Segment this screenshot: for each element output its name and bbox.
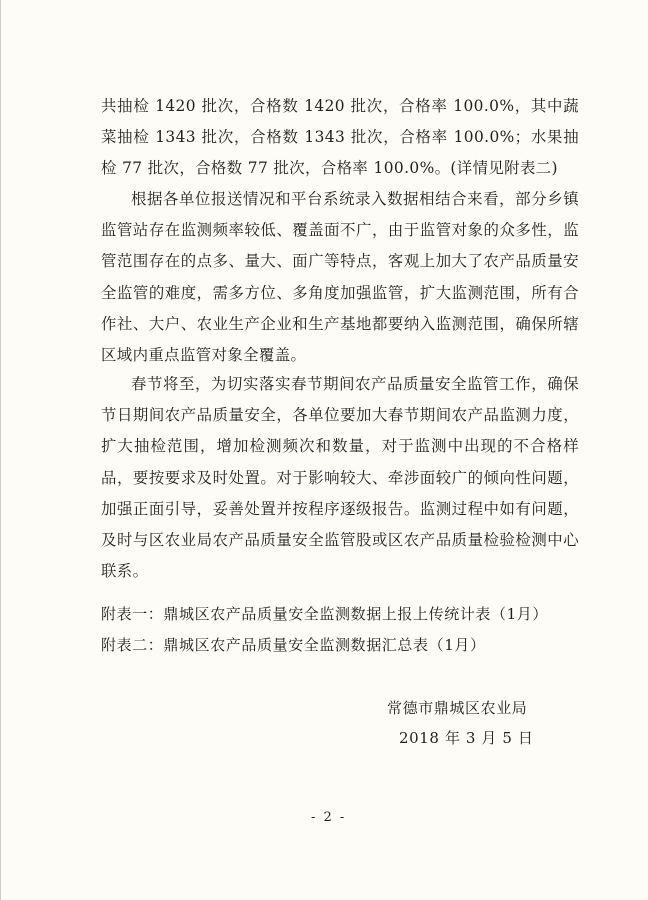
body-paragraph-2: 根据各单位报送情况和平台系统录入数据相结合来看，部分乡镇监管站存在监测频率较低、覆盖面不广，由于监管对象的众多性，监管范围存在的点多、量大、面广等特点，客观上加大了农产品质量安全监管的难度，需多方位、多角度加强监管，扩大监测范围，所有合作社、大户、农业生产企业和生产基地都要纳入监测范围，确保所辖区域内重点监管对象全覆盖。 — [101, 190, 579, 365]
attachment-1: 附表一：鼎城区农产品质量安全监测数据上报上传统计表（1月） — [101, 605, 548, 623]
issuer-name: 常德市鼎城区农业局 — [387, 699, 528, 717]
issue-date: 2018 年 3 月 5 日 — [399, 729, 534, 747]
body-paragraph-3: 春节将至，为切实落实春节期间农产品质量安全监管工作，确保节日期间农产品质量安全，各单位要加大春节期间农产品监测力度，扩大抽检范围，增加检测频次和数量，对于监测中出现的不合格样品，要按要求及时处置。对于影响较大、牵涉面较广的倾向性问题，加强正面引导，妥善处置并按程序逐级报告。监测过程中如有问题，及时与区农业局农产品质量安全监管股或区农产品质量检验检测中心联系。 — [101, 375, 579, 581]
page-number: - 2 - — [311, 810, 347, 825]
body-paragraph-1: 共抽检 1420 批次，合格数 1420 批次，合格率 100.0%，其中蔬菜抽检 1343 批次，合格数 1343 批次，合格率 100.0%；水果抽检 77 批次，合格数 77 批次，合格率 100.0%。(详情见附表二) — [101, 97, 579, 178]
attachment-2: 附表二：鼎城区农产品质量安全监测数据汇总表（1月） — [101, 636, 486, 654]
